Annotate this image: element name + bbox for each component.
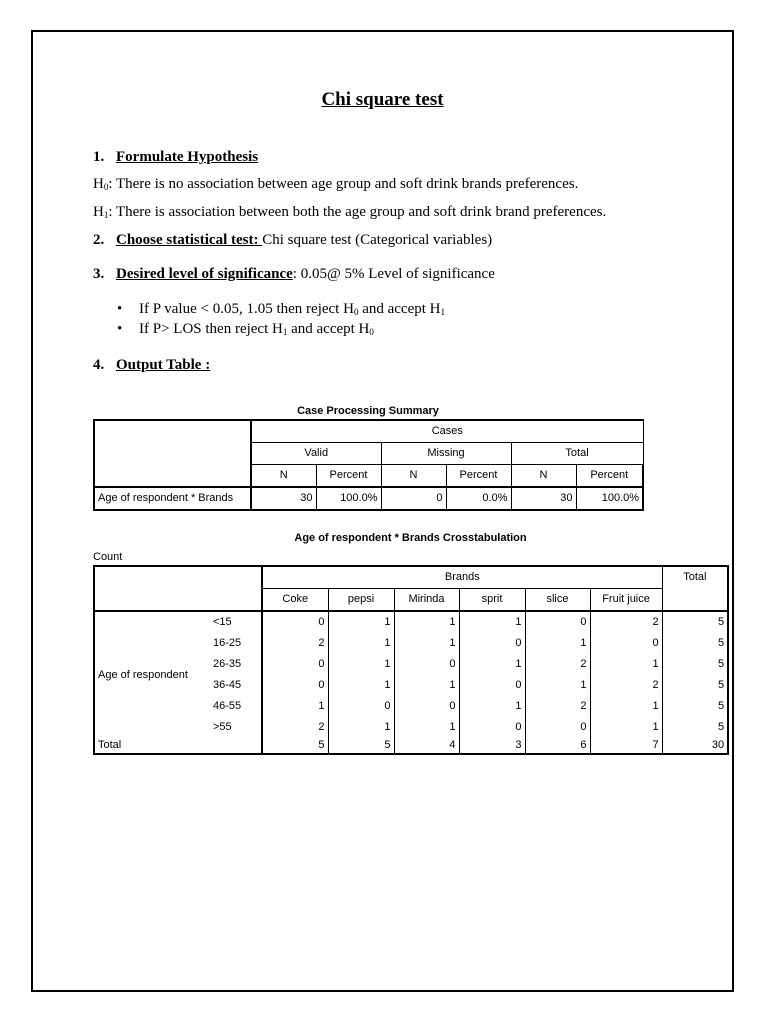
total-cell: 5 [662, 654, 728, 675]
table-cell: 5 [262, 738, 328, 754]
total-row-label: Total [94, 738, 262, 754]
group-header: Total [511, 443, 643, 465]
brand-header: Coke [262, 589, 328, 612]
table-cell: 0 [525, 717, 590, 738]
table-cell: 2 [590, 675, 662, 696]
table-cell: 1 [328, 611, 394, 633]
table-cell: 1 [328, 717, 394, 738]
table-cell: 1 [394, 633, 459, 654]
group-header: Valid [251, 443, 381, 465]
group-header: Missing [381, 443, 511, 465]
case-summary-corner [94, 420, 251, 487]
table-cell: 1 [459, 696, 525, 717]
row-label: >55 [210, 717, 262, 738]
sub-header: N [511, 465, 576, 488]
crosstab-table [93, 565, 729, 755]
sub-header: N [381, 465, 446, 488]
table-cell: 1 [459, 611, 525, 633]
sub-header: Percent [446, 465, 511, 488]
table-cell: 4 [394, 738, 459, 754]
table-cell: 1 [328, 633, 394, 654]
total-cell: 30 [662, 738, 728, 754]
sub-header: Percent [316, 465, 381, 488]
sub-header: Percent [576, 465, 643, 488]
sub-header: N [251, 465, 316, 488]
hypothesis-h1: $H_1$: There is association between both the age group and soft drink brand preferences. [93, 204, 607, 220]
section-1-heading: 1. Formulate Hypothesis [93, 149, 259, 165]
page-title: Chi square test [321, 89, 444, 110]
table-cell: 2 [525, 654, 590, 675]
crosstab-corner [94, 566, 262, 611]
table-cell: 30 [251, 487, 316, 510]
table-cell: 1 [328, 675, 394, 696]
table-cell: 5 [328, 738, 394, 754]
row-label: 36-45 [210, 675, 262, 696]
table-row [94, 611, 728, 633]
table-cell: 0 [394, 654, 459, 675]
row-label: 46-55 [210, 696, 262, 717]
row-label: 16-25 [210, 633, 262, 654]
table-cell: 1 [590, 696, 662, 717]
table-cell: 2 [262, 633, 328, 654]
section-3: 3. Desired level of significance: 0.05@ 5% Level of significance [93, 266, 495, 282]
table-cell: 2 [262, 717, 328, 738]
table-cell: 1 [262, 696, 328, 717]
table-cell: 0 [459, 675, 525, 696]
table-cell: 1 [459, 654, 525, 675]
cases-header: Cases [251, 420, 643, 443]
table-cell: 100.0% [316, 487, 381, 510]
table-cell: 0 [262, 654, 328, 675]
table-cell: 0 [394, 696, 459, 717]
bullet-item: • If P> LOS then reject $H_1$ and accept $H_0$ [117, 321, 374, 337]
brand-header: pepsi [328, 589, 394, 612]
total-cell: 5 [662, 696, 728, 717]
table-cell: 100.0% [576, 487, 643, 510]
count-label: Count [93, 551, 123, 563]
brand-header: Mirinda [394, 589, 459, 612]
brands-header: Brands [262, 566, 662, 589]
table-cell: 0 [459, 717, 525, 738]
table-cell: 6 [525, 738, 590, 754]
table-cell: 1 [590, 717, 662, 738]
case-summary-title: Case Processing Summary [297, 405, 439, 417]
section-2: 2. Choose statistical test: Chi square test (Categorical variables) [93, 232, 493, 248]
table-cell: 1 [394, 675, 459, 696]
table-cell: 1 [394, 717, 459, 738]
total-row [94, 738, 728, 754]
bullet-item: • If P value < 0.05, 1.05 then reject $H_0$ and accept $H_1$ [117, 301, 445, 317]
table-cell: 0 [262, 611, 328, 633]
row-group-label: Age of respondent [94, 611, 210, 738]
total-cell: 5 [662, 633, 728, 654]
table-cell: 1 [394, 611, 459, 633]
table-cell: 0 [590, 633, 662, 654]
hypothesis-h0: $H_0$: There is no association between age group and soft drink brands preferences. [93, 176, 579, 192]
table-cell: 1 [525, 633, 590, 654]
row-label: Age of respondent * Brands [94, 487, 251, 510]
table-cell: 2 [590, 611, 662, 633]
brand-header: sprit [459, 589, 525, 612]
total-cell: 5 [662, 717, 728, 738]
table-cell: 0 [459, 633, 525, 654]
row-label: <15 [210, 611, 262, 633]
crosstab-title: Age of respondent * Brands Crosstabulation [294, 532, 527, 544]
table-cell: 0 [525, 611, 590, 633]
table-cell: 1 [590, 654, 662, 675]
row-label: 26-35 [210, 654, 262, 675]
table-cell: 1 [525, 675, 590, 696]
table-cell: 1 [328, 654, 394, 675]
table-cell: 2 [525, 696, 590, 717]
case-summary-table [93, 419, 644, 511]
brand-header: slice [525, 589, 590, 612]
table-cell: 0 [328, 696, 394, 717]
table-cell: 30 [511, 487, 576, 510]
table-cell: 0 [381, 487, 446, 510]
total-cell: 5 [662, 611, 728, 633]
total-header: Total [662, 566, 728, 611]
table-cell: 0 [262, 675, 328, 696]
document-page [31, 30, 734, 992]
table-cell: 7 [590, 738, 662, 754]
table-cell: 0.0% [446, 487, 511, 510]
total-cell: 5 [662, 675, 728, 696]
section-4-heading: 4. Output Table : [93, 357, 211, 373]
table-cell: 3 [459, 738, 525, 754]
brand-header: Fruit juice [590, 589, 662, 612]
